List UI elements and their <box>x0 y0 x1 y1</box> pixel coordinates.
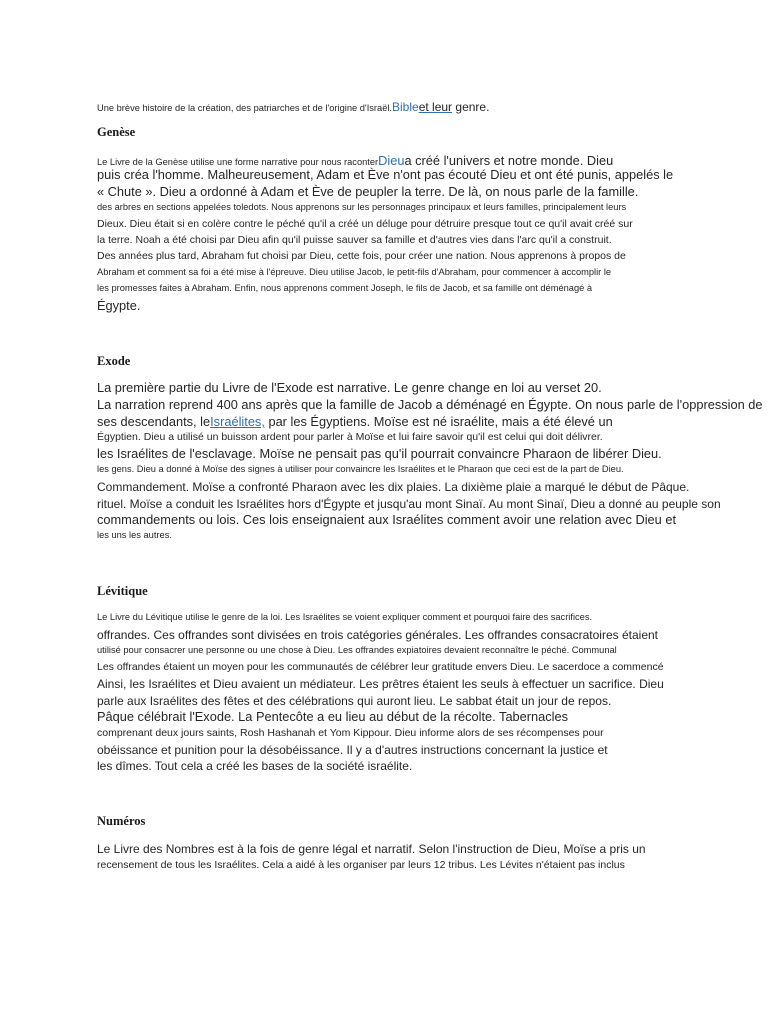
genese-line-8: Abraham et comment sa foi a été mise à l'épreuve. Dieu utilise Jacob, le petit-fils d'Abraham, pour commencer à accomplir le <box>97 267 612 277</box>
exode-line-9: commandements ou lois. Ces lois enseignaient aux Israélites comment avoir une relation avec Dieu et <box>97 512 676 527</box>
intro-tail: genre. <box>452 100 490 114</box>
exode-line-5: les Israélites de l'esclavage. Moïse ne pensait pas qu'il pourrait convaincre Pharaon de libérer Dieu. <box>97 446 662 461</box>
exode-line-4: Égyptien. Dieu a utilisé un buisson ardent pour parler à Moïse et lui faire savoir qu'il est celui qui doit délivrer. <box>97 431 603 443</box>
exode-line-7: Commandement. Moïse a confronté Pharaon avec les dix plaies. La dixième plaie a marqué le début de Pâque. <box>97 480 690 494</box>
intro-line <box>97 99 489 115</box>
exode-line-8: rituel. Moïse a conduit les Israélites hors d'Égypte et jusqu'au mont Sinaï. Au mont Sinaï, Dieu a donné au peuple son <box>97 497 721 511</box>
levitique-line-6: parle aux Israélites des fêtes et des célébrations qui auront lieu. Le sabbat était un jour de repos. <box>97 694 612 708</box>
levitique-line-8: comprenant deux jours saints, Rosh Hashanah et Yom Kippour. Dieu informe alors de ses récompenses pour <box>97 727 604 739</box>
levitique-line-4: Les offrandes étaient un moyen pour les communautés de célébrer leur gratitude envers Dieu. Le sacerdoce a commencé <box>97 661 664 673</box>
dieu-link[interactable]: Dieu <box>378 153 405 168</box>
exode-line-2: La narration reprend 400 ans après que la famille de Jacob a déménagé en Égypte. On nous parle de l'oppression de <box>97 397 763 412</box>
et-leur-link[interactable]: et leur <box>418 100 453 114</box>
genese-line-5: Dieux. Dieu était si en colère contre le péché qu'il a créé un déluge pour détruire presque tout ce qu'il avait créé sur <box>97 218 633 230</box>
genese-l1-pre: Le Livre de la Genèse utilise une forme narrative pour nous raconter <box>97 157 379 167</box>
genese-line-7: Des années plus tard, Abraham fut choisi par Dieu, cette fois, pour créer une nation. Nous apprenons à propos de <box>97 250 626 262</box>
exode-line-3 <box>97 416 613 429</box>
numeros-line-2: recensement de tous les Israélites. Cela a aidé à les organiser par leurs 12 tribus. Les Lévites n'étaient pas inclus <box>97 859 625 871</box>
levitique-line-7: Pâque célébrait l'Exode. La Pentecôte a eu lieu au début de la récolte. Tabernacles <box>97 709 569 724</box>
levitique-line-3: utilisé pour consacrer une personne ou une chose à Dieu. Les offrandes expiatoires devaient reconnaître le péché. Communal <box>97 645 617 655</box>
levitique-line-10: les dîmes. Tout cela a créé les bases de la société israélite. <box>97 759 413 773</box>
genese-line-2: puis créa l'homme. Malheureusement, Adam et Ève n'ont pas écouté Dieu et ont été punis, appelés le <box>97 167 674 182</box>
exode-l3-pre: ses descendants, le <box>97 414 211 429</box>
genese-line-3: « Chute ». Dieu a ordonné à Adam et Ève de peupler la terre. De là, on nous parle de la famille. <box>97 184 639 199</box>
heading-levitique: Lévitique <box>97 584 148 598</box>
levitique-line-5: Ainsi, les Israélites et Dieu avaient un médiateur. Les prêtres étaient les seuls à effectuer un sacrifice. Dieu <box>97 677 664 691</box>
intro-text: Une brève histoire de la création, des patriarches et de l'origine d'Israël. <box>97 103 393 113</box>
levitique-line-9: obéissance et punition pour la désobéissance. Il y a d'autres instructions concernant la justice et <box>97 743 608 757</box>
levitique-line-2: offrandes. Ces offrandes sont divisées en trois catégories générales. Les offrandes consacratoires étaient <box>97 628 658 642</box>
exode-line-6: les gens. Dieu a donné à Moïse des signes à utiliser pour convaincre les Israélites et le Pharaon que ceci est de la part de Dieu. <box>97 464 624 474</box>
exode-line-10: les uns les autres. <box>97 530 172 540</box>
heading-genese: Genèse <box>97 125 136 139</box>
bible-link[interactable]: Bible <box>392 100 419 114</box>
heading-numeros: Numéros <box>97 814 146 828</box>
genese-line-4: des arbres en sections appelées toledots. Nous apprenons sur les personnages principaux et leurs familles, principalement leurs <box>97 202 627 212</box>
exode-line-1: La première partie du Livre de l'Exode est narrative. Le genre change en loi au verset 20. <box>97 380 602 395</box>
levitique-line-1: Le Livre du Lévitique utilise le genre de la loi. Les Israélites se voient expliquer comment et pourquoi faire des sacrifices. <box>97 612 593 622</box>
genese-line-9: les promesses faites à Abraham. Enfin, nous apprenons comment Joseph, le fils de Jacob, et sa famille ont déménagé à <box>97 283 593 293</box>
genese-line-10: Égypte. <box>97 298 141 313</box>
israelites-link[interactable]: Israélites, <box>210 414 265 429</box>
exode-l3-post: par les Égyptiens. Moïse est né israélite, mais a été élevé un <box>264 414 613 429</box>
genese-l1-post: a créé l'univers et notre monde. Dieu <box>404 153 614 168</box>
numeros-line-1: Le Livre des Nombres est à la fois de genre légal et narratif. Selon l'instruction de Dieu, Moïse a pris un <box>97 842 646 856</box>
genese-line-6: la terre. Noah a été choisi par Dieu afin qu'il puisse sauver sa famille et d'autres vies dans l'arc qu'il a construit. <box>97 234 612 246</box>
heading-exode: Exode <box>97 354 131 368</box>
